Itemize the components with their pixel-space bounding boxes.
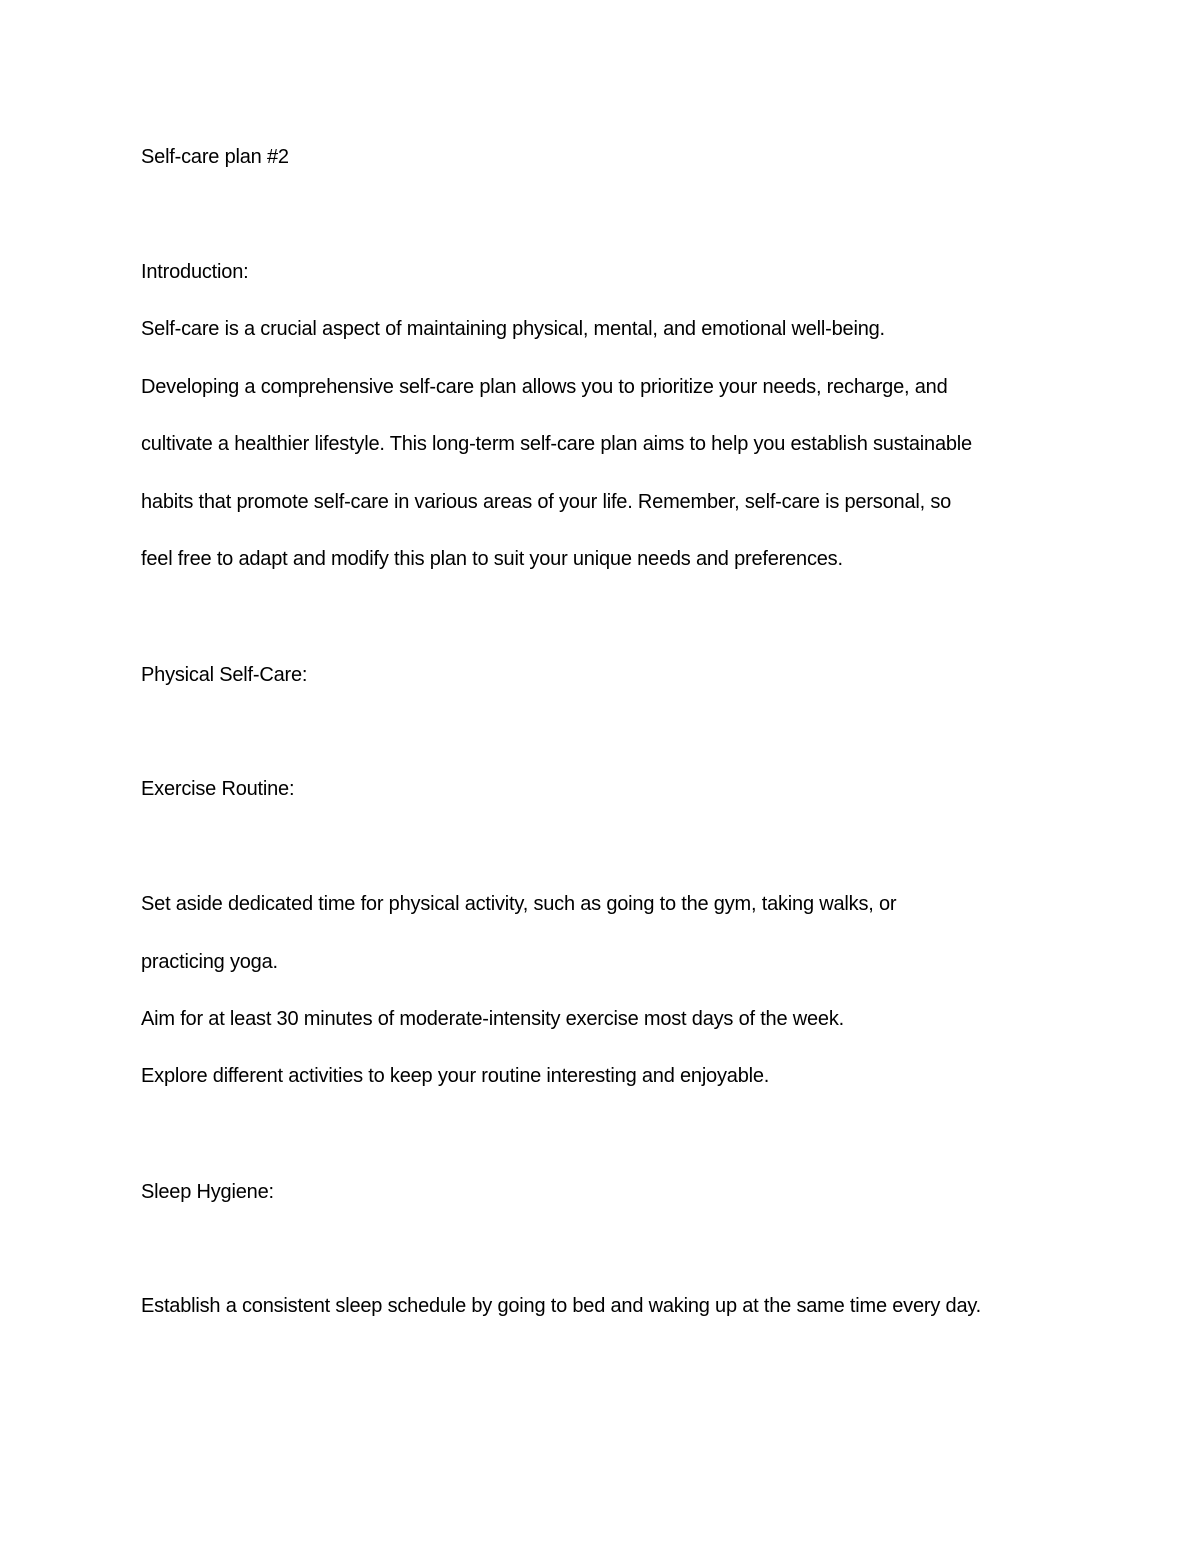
exercise-line-1: Set aside dedicated time for physical activity, such as going to the gym, taking walks, or (141, 893, 897, 915)
intro-line-4: habits that promote self-care in various areas of your life. Remember, self-care is personal, so (141, 491, 952, 513)
exercise-line-2: practicing yoga. (141, 951, 278, 973)
introduction-heading: Introduction: (141, 261, 249, 283)
exercise-line-4: Explore different activities to keep your routine interesting and enjoyable. (141, 1065, 770, 1087)
intro-line-1: Self-care is a crucial aspect of maintaining physical, mental, and emotional well-being. (141, 318, 885, 340)
intro-line-3: cultivate a healthier lifestyle. This long-term self-care plan aims to help you establish sustainable (141, 433, 972, 455)
document-title: Self-care plan #2 (141, 146, 289, 168)
sleep-hygiene-heading: Sleep Hygiene: (141, 1181, 274, 1203)
intro-line-2: Developing a comprehensive self-care plan allows you to prioritize your needs, recharge, and (141, 376, 948, 398)
intro-line-5: feel free to adapt and modify this plan to suit your unique needs and preferences. (141, 548, 843, 570)
exercise-routine-heading: Exercise Routine: (141, 778, 295, 800)
exercise-line-3: Aim for at least 30 minutes of moderate-intensity exercise most days of the week. (141, 1008, 845, 1030)
sleep-line-1: Establish a consistent sleep schedule by going to bed and waking up at the same time every day. (141, 1295, 982, 1317)
physical-self-care-heading: Physical Self-Care: (141, 664, 308, 686)
